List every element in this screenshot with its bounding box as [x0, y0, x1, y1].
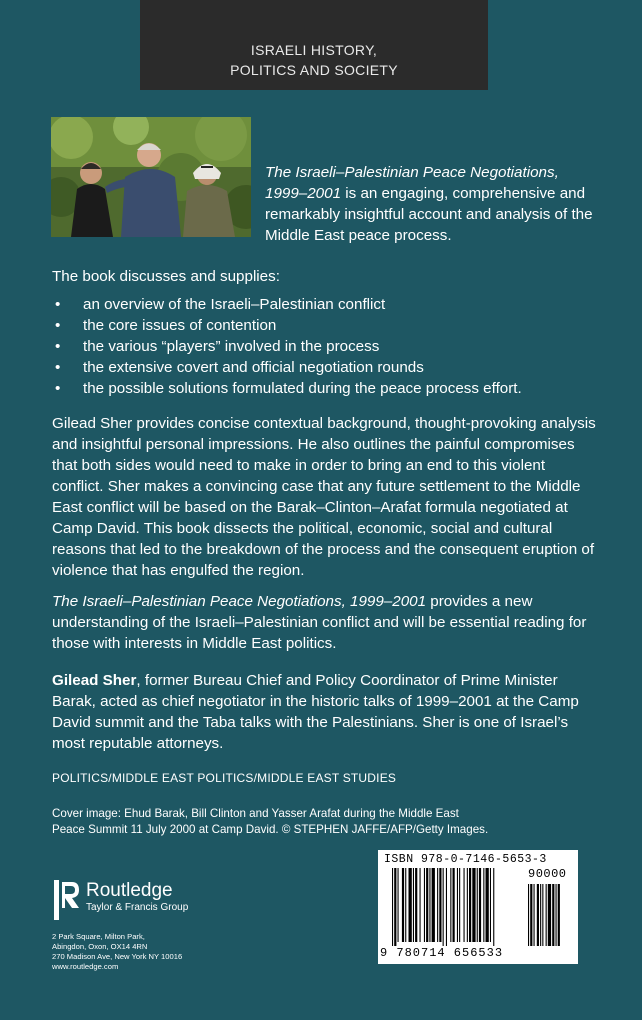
barcode-bar	[432, 868, 435, 942]
barcode-bar	[413, 868, 414, 942]
barcode-bar	[446, 868, 447, 946]
barcode-bar	[486, 868, 489, 942]
barcode-bar	[443, 868, 444, 946]
barcode-bar	[467, 868, 468, 942]
barcode-bar	[439, 868, 441, 942]
barcode-bar	[493, 868, 494, 946]
barcode-bar	[490, 868, 491, 942]
barcode-bar	[464, 868, 465, 942]
subject-categories: POLITICS/MIDDLE EAST POLITICS/MIDDLE EAST STUDIES	[52, 771, 397, 785]
address-line: 2 Park Square, Milton Park,	[52, 932, 145, 941]
barcode-addon-bar	[528, 884, 529, 946]
cover-credit: Cover image: Ehud Barak, Bill Clinton and Yasser Arafat during the Middle East Peace Summit 11 July 2000 at Camp David. © STEPHEN JAFFE/AFP/Getty Images.	[52, 807, 489, 836]
barcode-bar	[424, 868, 425, 942]
series-title-line1: ISRAELI HISTORY,	[250, 42, 378, 58]
barcode-bar	[409, 868, 412, 942]
list-item: • an overview of the Israeli–Palestinian conflict	[52, 294, 600, 315]
isbn-label: ISBN 978-0-7146-5653-3	[384, 853, 547, 866]
intro-text: is an engaging, comprehensive and remarkably insightful account and analysis of the Middle East peace process.	[265, 185, 593, 244]
feature-list	[52, 294, 600, 399]
summary-paragraph	[52, 591, 600, 654]
barcode-addon-bar	[556, 884, 557, 946]
list-item: • the core issues of contention	[52, 315, 600, 336]
summary-text: provides a new understanding of the Israeli–Palestinian conflict and will be essential reading for those with interests in Middle East politics.	[52, 593, 587, 652]
barcode-bar	[453, 868, 455, 942]
barcode-bar	[426, 868, 428, 942]
isbn-barcode	[378, 850, 578, 964]
barcode-bar	[472, 868, 475, 942]
series-title-line2: POLITICS AND SOCIETY	[230, 62, 398, 78]
publisher-address	[52, 932, 252, 972]
barcode-addon-bar	[530, 884, 532, 946]
barcode-bar	[429, 868, 430, 942]
intro-paragraph	[265, 162, 605, 246]
address-line: www.routledge.com	[52, 962, 119, 971]
barcode-bar	[469, 868, 471, 942]
barcode-bar	[450, 868, 451, 942]
barcode-addon-bar	[548, 884, 551, 946]
ean-digits: 9 780714 656533	[380, 946, 504, 960]
intro-book-title: The Israeli–Palestinian Peace Negotiations, 1999–2001	[265, 164, 559, 202]
barcode-addon: 90000	[528, 867, 567, 881]
barcode-addon-bar	[537, 884, 539, 946]
description-paragraph: Gilead Sher provides concise contextual background, thought-provoking analysis and insightful personal impressions. He also outlines the painful compromises that both sides would need to make in order to bring an end to this violent conflict. Sher makes a convincing case that any future settlement to the Middle East conflict will be based on the Barak–Clinton–Arafat formula negotiated at Camp David. This book dissects the political, economic, social and cultural reasons that led to the breakdown of the process and the consequent eruption of violence that has engulfed the region.	[52, 415, 596, 579]
barcode-bar	[437, 868, 438, 942]
barcode-addon-bar	[542, 884, 543, 946]
barcode-addon-bar	[534, 884, 535, 946]
list-item: • the possible solutions formulated during the peace process effort.	[52, 378, 600, 399]
barcode-addon-bar	[546, 884, 547, 946]
barcode-addon-bar	[558, 884, 560, 946]
author-name: Gilead Sher	[52, 672, 137, 689]
barcode-bar	[402, 868, 404, 942]
barcode-bar	[394, 868, 396, 946]
publisher-block	[52, 878, 252, 972]
barcode-bar	[398, 868, 399, 942]
barcode-addon-bar	[540, 884, 541, 946]
author-bio-text: , former Bureau Chief and Policy Coordinator of Prime Minister Barak, acted as chief negotiator in the historic talks of 1999–2001 at the Camp David summit and the Taba talks with the Palestinians. Sher is one of Israel’s most reputable attorneys.	[52, 672, 579, 752]
barcode-bar	[415, 868, 417, 942]
summary-book-title: The Israeli–Palestinian Peace Negotiations, 1999–2001	[52, 593, 427, 610]
barcode-bar	[457, 868, 458, 942]
barcode-addon-bar	[552, 884, 554, 946]
barcode-bar	[477, 868, 478, 942]
list-item: • the various “players” involved in the process	[52, 336, 600, 357]
barcode-bar	[420, 868, 421, 942]
address-line: 270 Madison Ave, New York NY 10016	[52, 952, 183, 961]
barcode-bar	[483, 868, 484, 942]
series-banner	[140, 0, 488, 90]
barcode-bar	[392, 868, 393, 946]
list-item: • the extensive covert and official negotiation rounds	[52, 357, 600, 378]
barcode-bar	[405, 868, 406, 942]
cover-photo	[51, 117, 251, 237]
barcode-bar	[479, 868, 481, 942]
publisher-group: Taylor & Francis Group	[86, 902, 189, 913]
routledge-logo-icon	[52, 878, 80, 922]
address-line: Abingdon, Oxon, OX14 4RN	[52, 942, 148, 951]
publisher-name: Routledge	[86, 880, 173, 901]
discusses-heading: The book discusses and supplies:	[52, 268, 280, 285]
author-bio	[52, 670, 600, 754]
barcode-bar	[459, 868, 460, 942]
